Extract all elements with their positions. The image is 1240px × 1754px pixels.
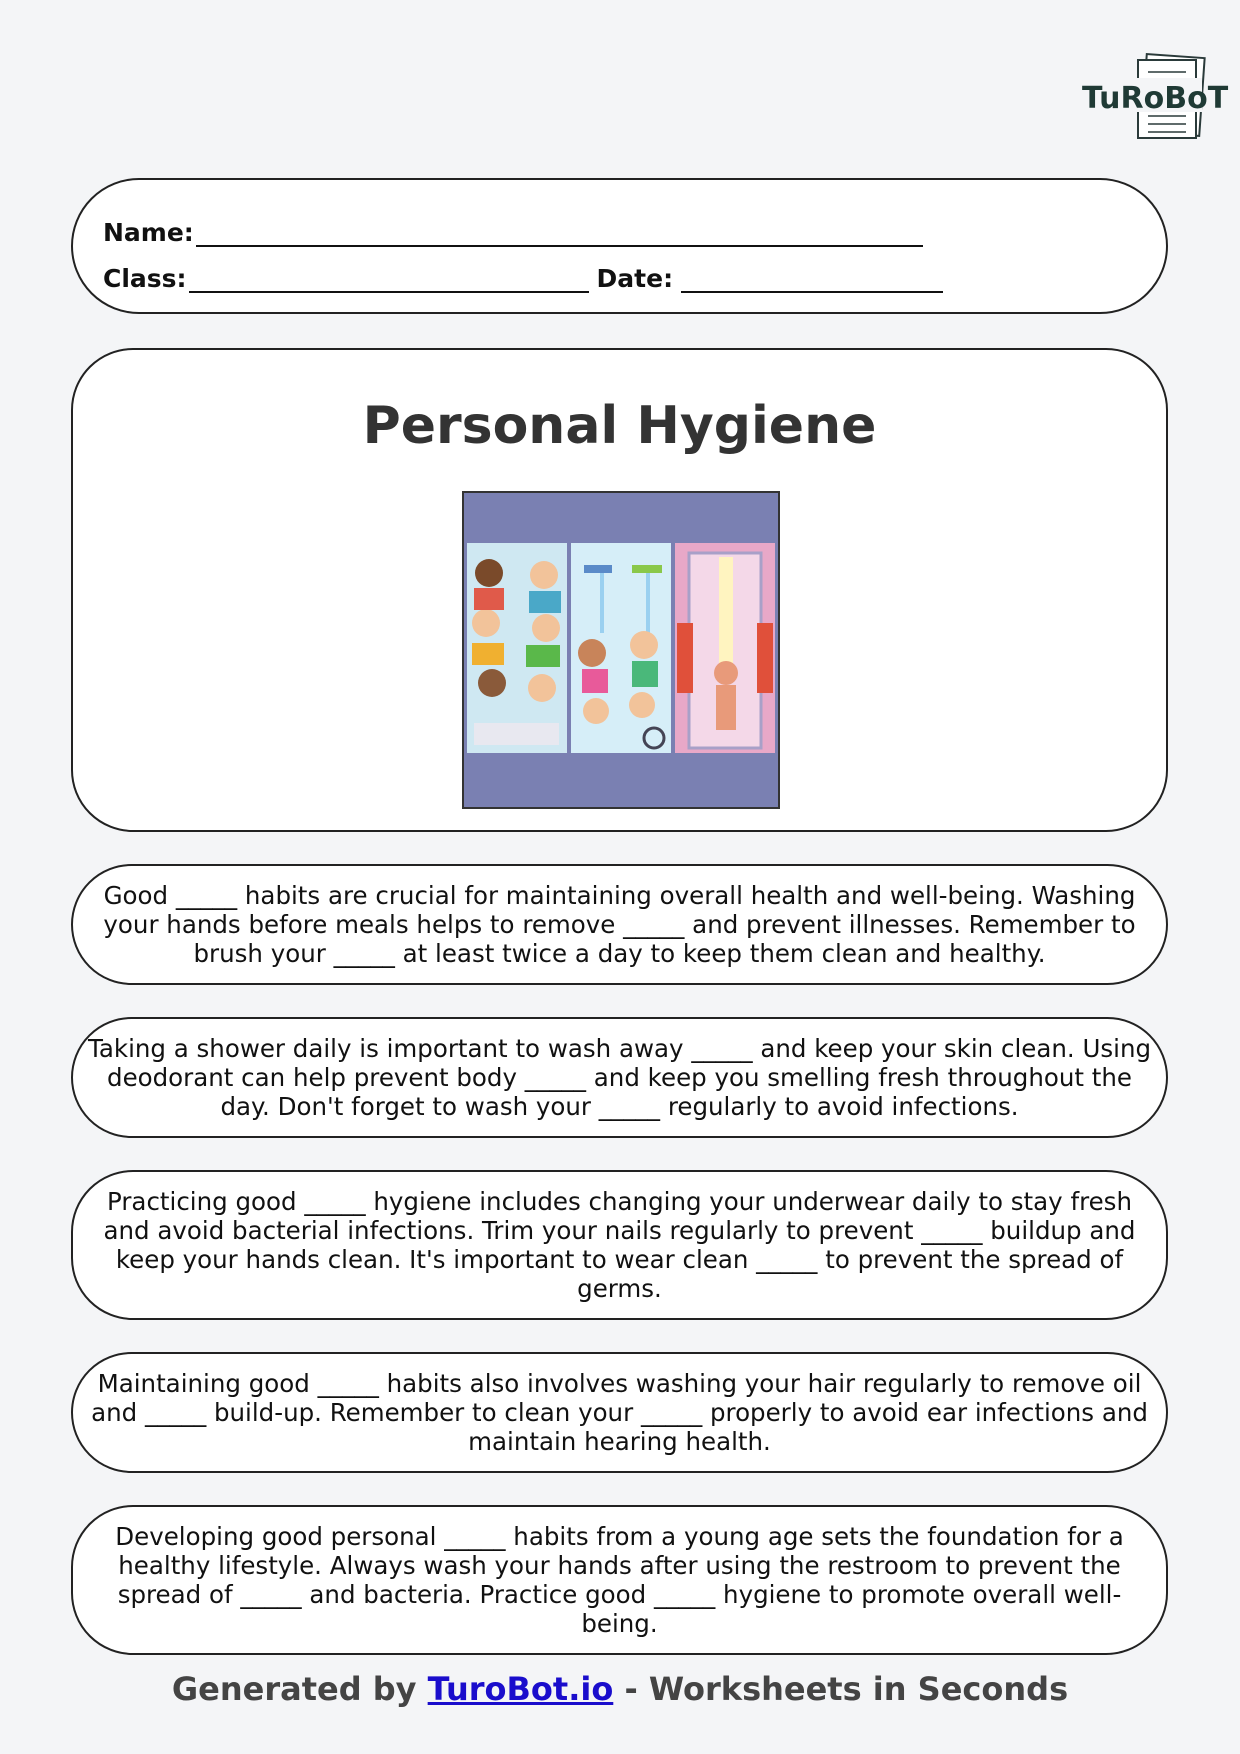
class-date-row: [103, 264, 943, 293]
title-box: [71, 348, 1168, 832]
paragraph-text: Good _____ habits are crucial for maintaining overall health and well-being. Washing your hands before meals helps to remove _____ and prevent illnesses. Remember to brush your _____ at least twice a day to keep them clean and healthy.: [103, 881, 1136, 968]
class-label: Class:: [103, 264, 187, 293]
paragraph-text: Taking a shower daily is important to wash away _____ and keep your skin clean. Using deodorant can help prevent body _____ and keep you smelling fresh throughout the day. Don't forget to wash your _____ regularly to avoid infections.: [87, 1034, 1152, 1121]
hygiene-illustration: [462, 491, 780, 809]
class-field[interactable]: [189, 265, 589, 293]
paragraph-box-5: [71, 1505, 1168, 1655]
svg-text:TuRoBoT: TuRoBoT: [1082, 81, 1229, 116]
date-label: Date:: [596, 264, 674, 293]
worksheet-title: Personal Hygiene: [362, 396, 877, 456]
footer-suffix: - Worksheets in Seconds: [613, 1670, 1069, 1708]
paragraph-box-4: [71, 1352, 1168, 1473]
paragraph-text: Maintaining good _____ habits also involves washing your hair regularly to remove oil and _____ build-up. Remember to clean your _____ properly to avoid ear infections and maintain hearing health.: [91, 1369, 1148, 1456]
footer: [0, 1670, 1240, 1708]
paragraph-box-1: [71, 864, 1168, 985]
turobot-link[interactable]: TuroBot.io: [427, 1670, 614, 1708]
paragraph-box-3: [71, 1170, 1168, 1320]
footer-prefix: Generated by: [171, 1670, 428, 1708]
name-label: Name:: [103, 218, 194, 247]
turobot-logo-icon: [1080, 52, 1229, 142]
name-field[interactable]: [196, 219, 923, 247]
date-field[interactable]: [681, 265, 943, 293]
paragraph-box-2: [71, 1017, 1168, 1138]
paragraph-text: Developing good personal _____ habits from a young age sets the foundation for a healthy lifestyle. Always wash your hands after using the restroom to prevent the spread of _____ and bacteria. Practice good _____ hygiene to promote overall well-being.: [115, 1522, 1124, 1638]
kids-hygiene-illustration-icon: [464, 493, 778, 807]
student-info-box: [71, 178, 1168, 314]
turobot-logo: [1080, 52, 1229, 142]
paragraph-text: Practicing good _____ hygiene includes changing your underwear daily to stay fresh and avoid bacterial infections. Trim your nails regularly to prevent _____ buildup and keep your hands clean. It's important to wear clean _____ to prevent the spread of germs.: [103, 1187, 1136, 1303]
name-row: [103, 218, 923, 247]
